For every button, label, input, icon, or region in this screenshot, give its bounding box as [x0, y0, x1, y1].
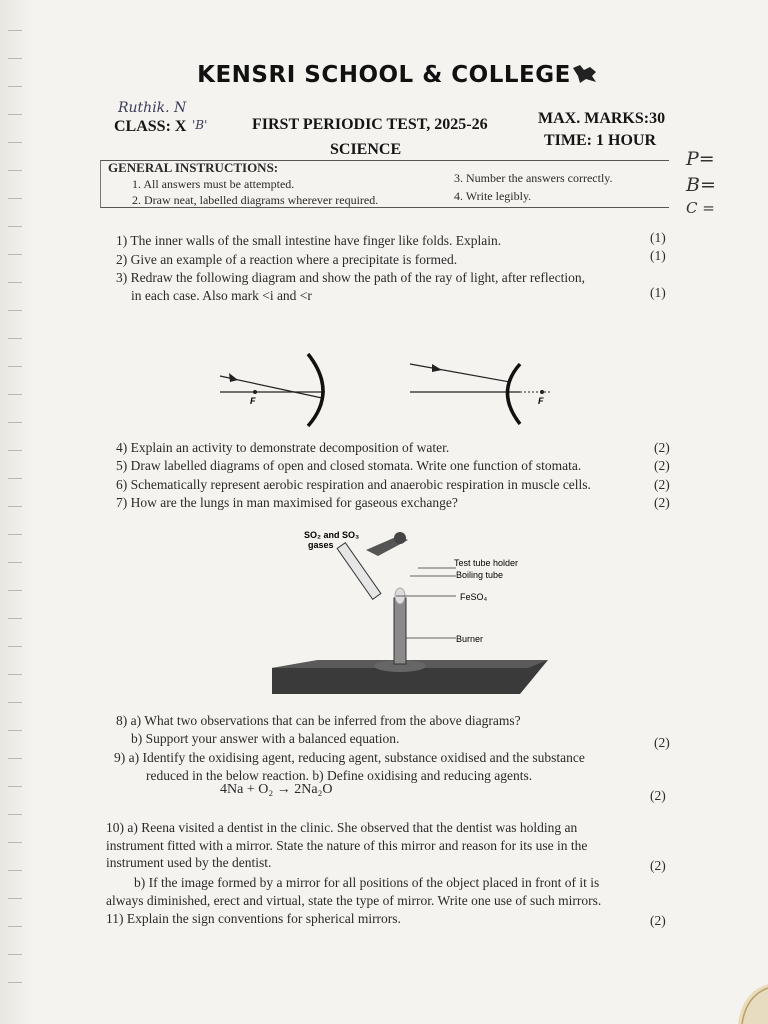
binding-tick [8, 646, 22, 647]
binding-tick [8, 870, 22, 871]
binding-tick [8, 954, 22, 955]
binding-tick [8, 786, 22, 787]
school-name: KENSRI SCHOOL & COLLEGE [197, 62, 571, 88]
side-note-c: C = [686, 199, 715, 217]
focus-point [253, 390, 257, 394]
incident-ray [410, 364, 510, 382]
focus-label: F [250, 396, 256, 406]
focus-point [540, 390, 544, 394]
binding-tick [8, 254, 22, 255]
gases-label: SO₂ and SO₃ [304, 530, 360, 540]
gases-label: gases [308, 540, 334, 550]
focus-label: F [538, 396, 544, 406]
question-text: reduced in the below reaction. b) Define oxidising and reducing agents. [146, 768, 533, 783]
question-text: 9) a) Identify the oxidising agent, reducing agent, substance oxidised and the substance [114, 750, 585, 765]
subject: SCIENCE [330, 141, 402, 158]
ray-arrow-icon [229, 373, 238, 382]
question-text: b) If the image formed by a mirror for all positions of the object placed in front of it is [134, 875, 600, 890]
binding-tick [8, 898, 22, 899]
question-marks: (1) [650, 248, 666, 263]
question-marks: (2) [654, 477, 670, 492]
binding-tick [8, 282, 22, 283]
binding-tick [8, 758, 22, 759]
question-text: 4) Explain an activity to demonstrate decomposition of water. [116, 440, 450, 455]
binding-tick [8, 478, 22, 479]
binding-tick [8, 730, 22, 731]
time-allowed: TIME: 1 HOUR [544, 132, 656, 149]
binding-margin [0, 0, 34, 1024]
question-text: always diminished, erect and virtual, state the type of mirror. Write one use of such mirrors. [106, 893, 602, 908]
instruction-item: 1. All answers must be attempted. [132, 177, 295, 191]
convex-mirror [508, 364, 521, 424]
binding-tick [8, 142, 22, 143]
question-marks: (2) [654, 440, 670, 455]
binding-tick [8, 702, 22, 703]
binding-tick [8, 926, 22, 927]
class-label: CLASS: X [114, 118, 187, 135]
binding-tick [8, 506, 22, 507]
question-text: 2) Give an example of a reaction where a precipitate is formed. [116, 252, 458, 267]
chemical-label: FeSO₄ [460, 592, 488, 602]
binding-tick [8, 982, 22, 983]
instructions-heading: GENERAL INSTRUCTIONS: [108, 160, 279, 175]
binding-tick [8, 366, 22, 367]
question-text: 6) Schematically represent aerobic respiration and anaerobic respiration in muscle cells. [116, 477, 591, 492]
burner-label: Burner [456, 634, 484, 644]
test-title: FIRST PERIODIC TEST, 2025-26 [252, 116, 488, 133]
question-marks: (2) [650, 788, 666, 803]
question-text: 1) The inner walls of the small intestine have finger like folds. Explain. [116, 233, 502, 248]
question-marks: (2) [654, 495, 670, 510]
binding-tick [8, 310, 22, 311]
mirror-diagram [210, 350, 570, 430]
binding-tick [8, 590, 22, 591]
question-text: in each case. Also mark <i and <r [131, 288, 312, 303]
binding-tick [8, 562, 22, 563]
page-corner-curl [728, 984, 768, 1024]
binding-tick [8, 450, 22, 451]
binding-tick [8, 30, 22, 31]
instruction-item: 3. Number the answers correctly. [454, 171, 613, 185]
section-handwritten: 'B' [192, 118, 208, 132]
binding-tick [8, 170, 22, 171]
tube-label: Boiling tube [456, 570, 504, 580]
ray-arrow-icon [432, 364, 442, 372]
question-marks: (2) [654, 735, 670, 750]
chemical-equation: 4Na + O₂ → 2Na₂O [220, 782, 333, 797]
binding-tick [8, 814, 22, 815]
question-text: instrument fitted with a mirror. State the nature of this mirror and reason for its use in the [106, 838, 588, 853]
burner-stem [394, 598, 406, 664]
question-text: b) Support your answer with a balanced equation. [131, 731, 400, 746]
side-note-b: B= [686, 174, 716, 196]
binding-tick [8, 198, 22, 199]
school-logo-icon [570, 62, 600, 86]
question-text: 5) Draw labelled diagrams of open and closed stomata. Write one function of stomata. [116, 458, 582, 473]
question-text: 11) Explain the sign conventions for spherical mirrors. [106, 911, 401, 926]
binding-tick [8, 422, 22, 423]
concave-mirror [308, 354, 323, 426]
question-text: 10) a) Reena visited a dentist in the clinic. She observed that the dentist was holding an [106, 820, 578, 835]
binding-tick [8, 338, 22, 339]
question-text: 7) How are the lungs in man maximised for gaseous exchange? [116, 495, 458, 510]
binding-tick [8, 534, 22, 535]
binding-tick [8, 58, 22, 59]
holder-label: Test tube holder [454, 558, 519, 568]
binding-tick [8, 394, 22, 395]
question-marks: (2) [650, 858, 666, 873]
apparatus-diagram [268, 526, 550, 702]
binding-tick [8, 674, 22, 675]
instruction-item: 4. Write legibly. [454, 189, 532, 203]
student-signature: Ruthik. N [118, 100, 187, 116]
binding-tick [8, 114, 22, 115]
question-marks: (1) [650, 285, 666, 300]
question-marks: (2) [654, 458, 670, 473]
question-text: instrument used by the dentist. [106, 855, 272, 870]
question-text: 8) a) What two observations that can be inferred from the above diagrams? [116, 713, 521, 728]
binding-tick [8, 618, 22, 619]
instruction-item: 2. Draw neat, labelled diagrams wherever required. [132, 193, 379, 207]
question-marks: (1) [650, 230, 666, 245]
binding-tick [8, 842, 22, 843]
binding-tick [8, 226, 22, 227]
question-marks: (2) [650, 913, 666, 928]
question-text: 3) Redraw the following diagram and show the path of the ray of light, after reflection, [116, 270, 585, 285]
side-note-p: P= [686, 148, 715, 170]
max-marks: MAX. MARKS:30 [538, 110, 666, 127]
